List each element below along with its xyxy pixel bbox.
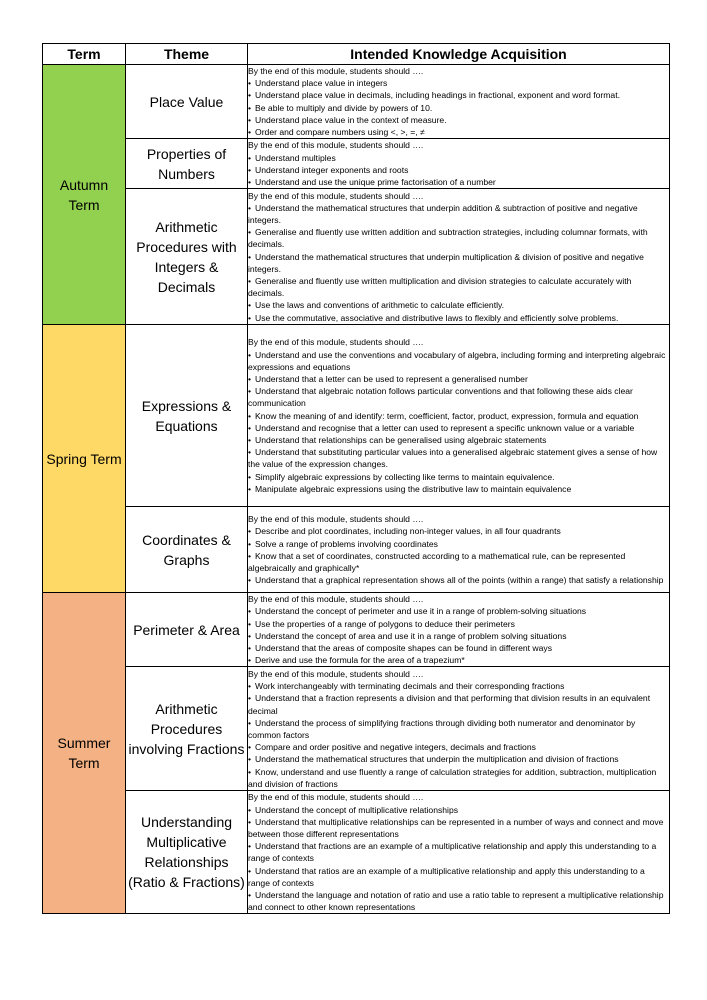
knowledge-point: • Know, understand and use fluently a range of calculation strategies for addition, subtraction, multiplication and division of fractions [248, 766, 669, 790]
knowledge-cell [248, 139, 670, 189]
header-term: Term [43, 44, 126, 65]
theme-cell: Arithmetic Procedures involving Fractions [126, 667, 248, 791]
knowledge-cell [248, 593, 670, 667]
knowledge-point: • Use the laws and conventions of arithmetic to calculate efficiently. [248, 299, 669, 311]
knowledge-point: • Understand multiples [248, 152, 669, 164]
knowledge-cell [248, 325, 670, 507]
theme-cell: Expressions & Equations [126, 325, 248, 507]
knowledge-list [248, 525, 669, 586]
knowledge-point: • Understand that ratios are an example of a multiplicative relationship and apply this understanding to a range of contexts [248, 865, 669, 889]
knowledge-list [248, 152, 669, 189]
module-intro: By the end of this module, students should …. [248, 337, 424, 348]
term-cell: Autumn Term [43, 65, 126, 325]
knowledge-point: • Understand and use the unique prime factorisation of a number [248, 176, 669, 188]
theme-cell: Place Value [126, 65, 248, 139]
knowledge-point: • Understand the concept of perimeter and use it in a range of problem-solving situations [248, 605, 669, 617]
knowledge-point: • Understand the mathematical structures that underpin multiplication & division of positive and negative integers. [248, 251, 669, 275]
curriculum-table [42, 43, 670, 914]
knowledge-point: • Manipulate algebraic expressions using the distributive law to maintain equivalence [248, 483, 669, 495]
knowledge-point: • Understand the process of simplifying fractions through dividing both numerator and denominator by common factors [248, 717, 669, 741]
curriculum-body [43, 65, 670, 914]
theme-cell: Understanding Multiplicative Relationships (Ratio & Fractions) [126, 791, 248, 914]
module-row [43, 667, 670, 791]
knowledge-point: • Understand the language and notation of ratio and use a ratio table to represent a multiplicative relationship and connect to other known representations [248, 889, 669, 913]
knowledge-point: • Generalise and fluently use written multiplication and division strategies to calculate accurately with decimals. [248, 275, 669, 299]
knowledge-point: • Understand that a letter can be used to represent a generalised number [248, 373, 669, 385]
knowledge-point: • Understand the mathematical structures that underpin the multiplication and division of fractions [248, 753, 669, 765]
knowledge-list [248, 605, 669, 666]
knowledge-point: • Work interchangeably with terminating decimals and their corresponding fractions [248, 680, 669, 692]
knowledge-point: • Understand that multiplicative relationships can be represented in a number of ways and connect and move between those different representations [248, 816, 669, 840]
knowledge-point: • Understand the concept of multiplicative relationships [248, 804, 669, 816]
knowledge-point: • Compare and order positive and negative integers, decimals and fractions [248, 741, 669, 753]
knowledge-point: • Understand that a graphical representation shows all of the points (within a range) that satisfy a relationship [248, 574, 669, 586]
knowledge-point: • Understand the mathematical structures that underpin addition & subtraction of positive and negative integers. [248, 202, 669, 226]
knowledge-cell [248, 65, 670, 139]
module-row [43, 325, 670, 507]
knowledge-point: • Understand that substituting particular values into a generalised algebraic statement gives a sense of how the value of the expression changes. [248, 446, 669, 470]
header-theme: Theme [126, 44, 248, 65]
knowledge-point: • Understand that fractions are an example of a multiplicative relationship and apply this understanding to a range of contexts [248, 840, 669, 864]
knowledge-point: • Understand integer exponents and roots [248, 164, 669, 176]
knowledge-point: • Understand and recognise that a letter can used to represent a specific unknown value or a variable [248, 422, 669, 434]
knowledge-point: • Be able to multiply and divide by powers of 10. [248, 102, 669, 114]
knowledge-list [248, 202, 669, 324]
theme-cell: Properties of Numbers [126, 139, 248, 189]
knowledge-point: • Describe and plot coordinates, including non-integer values, in all four quadrants [248, 525, 669, 537]
module-row [43, 507, 670, 593]
knowledge-point: • Use the commutative, associative and distributive laws to flexibly and efficiently solve problems. [248, 312, 669, 324]
knowledge-point: • Understand that the areas of composite shapes can be found in different ways [248, 642, 669, 654]
knowledge-cell [248, 507, 670, 593]
knowledge-list [248, 680, 669, 790]
knowledge-cell [248, 667, 670, 791]
knowledge-point: • Know that a set of coordinates, constructed according to a mathematical rule, can be represented algebraically and graphically* [248, 550, 669, 574]
knowledge-point: • Understand that a fraction represents a division and that performing that division results in an equivalent decimal [248, 692, 669, 716]
module-intro: By the end of this module, students should …. [248, 66, 424, 76]
knowledge-point: • Understand place value in integers [248, 77, 669, 89]
module-intro: By the end of this module, students should …. [248, 594, 424, 605]
module-row [43, 791, 670, 914]
module-row [43, 139, 670, 189]
knowledge-point: • Understand and use the conventions and vocabulary of algebra, including forming and interpreting algebraic expressions and equations [248, 349, 669, 373]
header-row [43, 44, 670, 65]
knowledge-point: • Solve a range of problems involving coordinates [248, 538, 669, 550]
knowledge-point: • Derive and use the formula for the area of a trapezium* [248, 654, 669, 666]
module-intro: By the end of this module, students should …. [248, 668, 424, 679]
knowledge-point: • Use the properties of a range of polygons to deduce their perimeters [248, 618, 669, 630]
module-intro: By the end of this module, students should …. [248, 190, 424, 201]
knowledge-point: • Understand place value in the context of measure. [248, 114, 669, 126]
knowledge-cell [248, 189, 670, 325]
term-cell: Spring Term [43, 325, 126, 593]
theme-cell: Coordinates & Graphs [126, 507, 248, 593]
theme-cell: Perimeter & Area [126, 593, 248, 667]
knowledge-point: • Understand that relationships can be generalised using algebraic statements [248, 434, 669, 446]
module-intro: By the end of this module, students should …. [248, 792, 424, 803]
term-cell: Summer Term [43, 593, 126, 914]
knowledge-list [248, 349, 669, 495]
knowledge-point: • Understand the concept of area and use it in a range of problem solving situations [248, 630, 669, 642]
module-intro: By the end of this module, students should …. [248, 514, 424, 525]
module-row [43, 593, 670, 667]
knowledge-point: • Understand place value in decimals, including headings in fractional, exponent and word format. [248, 89, 669, 101]
knowledge-list [248, 77, 669, 138]
header-knowledge: Intended Knowledge Acquisition [248, 44, 670, 65]
knowledge-point: • Generalise and fluently use written addition and subtraction strategies, including columnar formats, with decimals. [248, 226, 669, 250]
knowledge-point: • Simplify algebraic expressions by collecting like terms to maintain equivalence. [248, 471, 669, 483]
knowledge-point: • Know the meaning of and identify: term, coefficient, factor, product, expression, formula and equation [248, 410, 669, 422]
knowledge-point: • Understand that algebraic notation follows particular conventions and that following these aids clear communication [248, 385, 669, 409]
module-row [43, 65, 670, 139]
module-intro: By the end of this module, students should …. [248, 140, 424, 151]
knowledge-point: • Order and compare numbers using <, >, =, ≠ [248, 126, 669, 138]
knowledge-cell [248, 791, 670, 914]
module-row [43, 189, 670, 325]
knowledge-list [248, 804, 669, 914]
theme-cell: Arithmetic Procedures with Integers & Decimals [126, 189, 248, 325]
